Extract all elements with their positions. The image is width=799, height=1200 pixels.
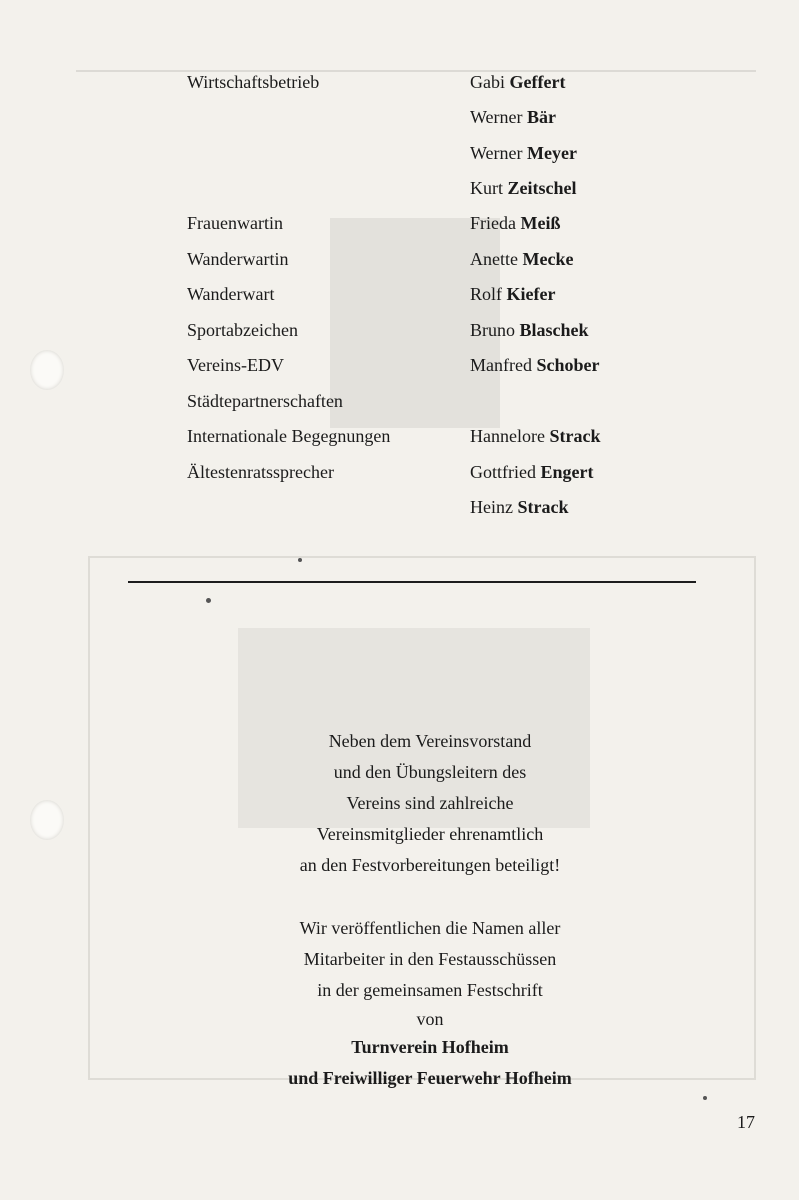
notice-line: Mitarbeiter in den Festausschüssen [303,949,557,969]
roster-role: Wanderwartin [187,249,289,269]
roster-role: Frauenwartin [187,213,283,233]
notice-line: von [416,1009,444,1029]
roster-row [0,492,799,522]
roster-row [0,421,799,451]
roster-person: Rolf Kiefer [470,284,556,304]
notice-line: an den Festvorbereitungen beteiligt! [299,855,561,875]
roster-person: Manfred Schober [470,355,600,375]
notice-line: Neben dem Vereinsvorstand [328,731,532,751]
roster-person: Heinz Strack [470,497,569,517]
ink-speck [703,1096,707,1100]
roster-person: Gabi Geffert [470,72,566,92]
notice-block-1 [180,726,680,881]
notice-line: in der gemeinsamen Festschrift [317,980,543,1000]
roster-role: Vereins-EDV [187,355,284,375]
roster-role: Sportabzeichen [187,320,298,340]
notice-line: und den Übungsleitern des [333,762,527,782]
horizontal-rule [128,581,696,583]
ink-speck [298,558,302,562]
roster-role: Wirtschaftsbetrieb [187,72,320,92]
roster-person: Gottfried Engert [470,462,594,482]
roster-row [0,244,799,274]
roster-row [0,386,799,416]
punch-hole-bottom [30,800,64,840]
notice-line: Wir veröffentlichen die Namen aller [299,918,561,938]
roster-row [0,315,799,345]
notice-block-2 [180,913,680,1094]
roster-person: Werner Bär [470,107,557,127]
notice-line: Vereins sind zahlreiche [346,793,514,813]
roster-row [0,279,799,309]
roster-row [0,67,799,97]
roster-row [0,102,799,132]
roster-row [0,457,799,487]
roster-row [0,350,799,380]
roster-role: Städtepartnerschaften [187,391,343,411]
roster-role: Wanderwart [187,284,275,304]
roster-person: Hannelore Strack [470,426,601,446]
organization-name: Turnverein Hofheim [351,1037,509,1057]
roster-role: Ältestenratssprecher [187,462,334,482]
roster-person: Anette Mecke [470,249,574,269]
ink-speck [206,598,211,603]
roster-row [0,173,799,203]
page-number: 17 [737,1112,755,1132]
roster-role: Internationale Begegnungen [187,426,391,446]
organization-name: und Freiwilliger Feuerwehr Hofheim [288,1068,572,1088]
roster-person: Frieda Meiß [470,213,561,233]
roster-person: Bruno Blaschek [470,320,589,340]
notice-line: Vereinsmitglieder ehrenamtlich [316,824,544,844]
roster-row [0,208,799,238]
roster-person: Werner Meyer [470,143,577,163]
roster-row [0,138,799,168]
roster-person: Kurt Zeitschel [470,178,577,198]
